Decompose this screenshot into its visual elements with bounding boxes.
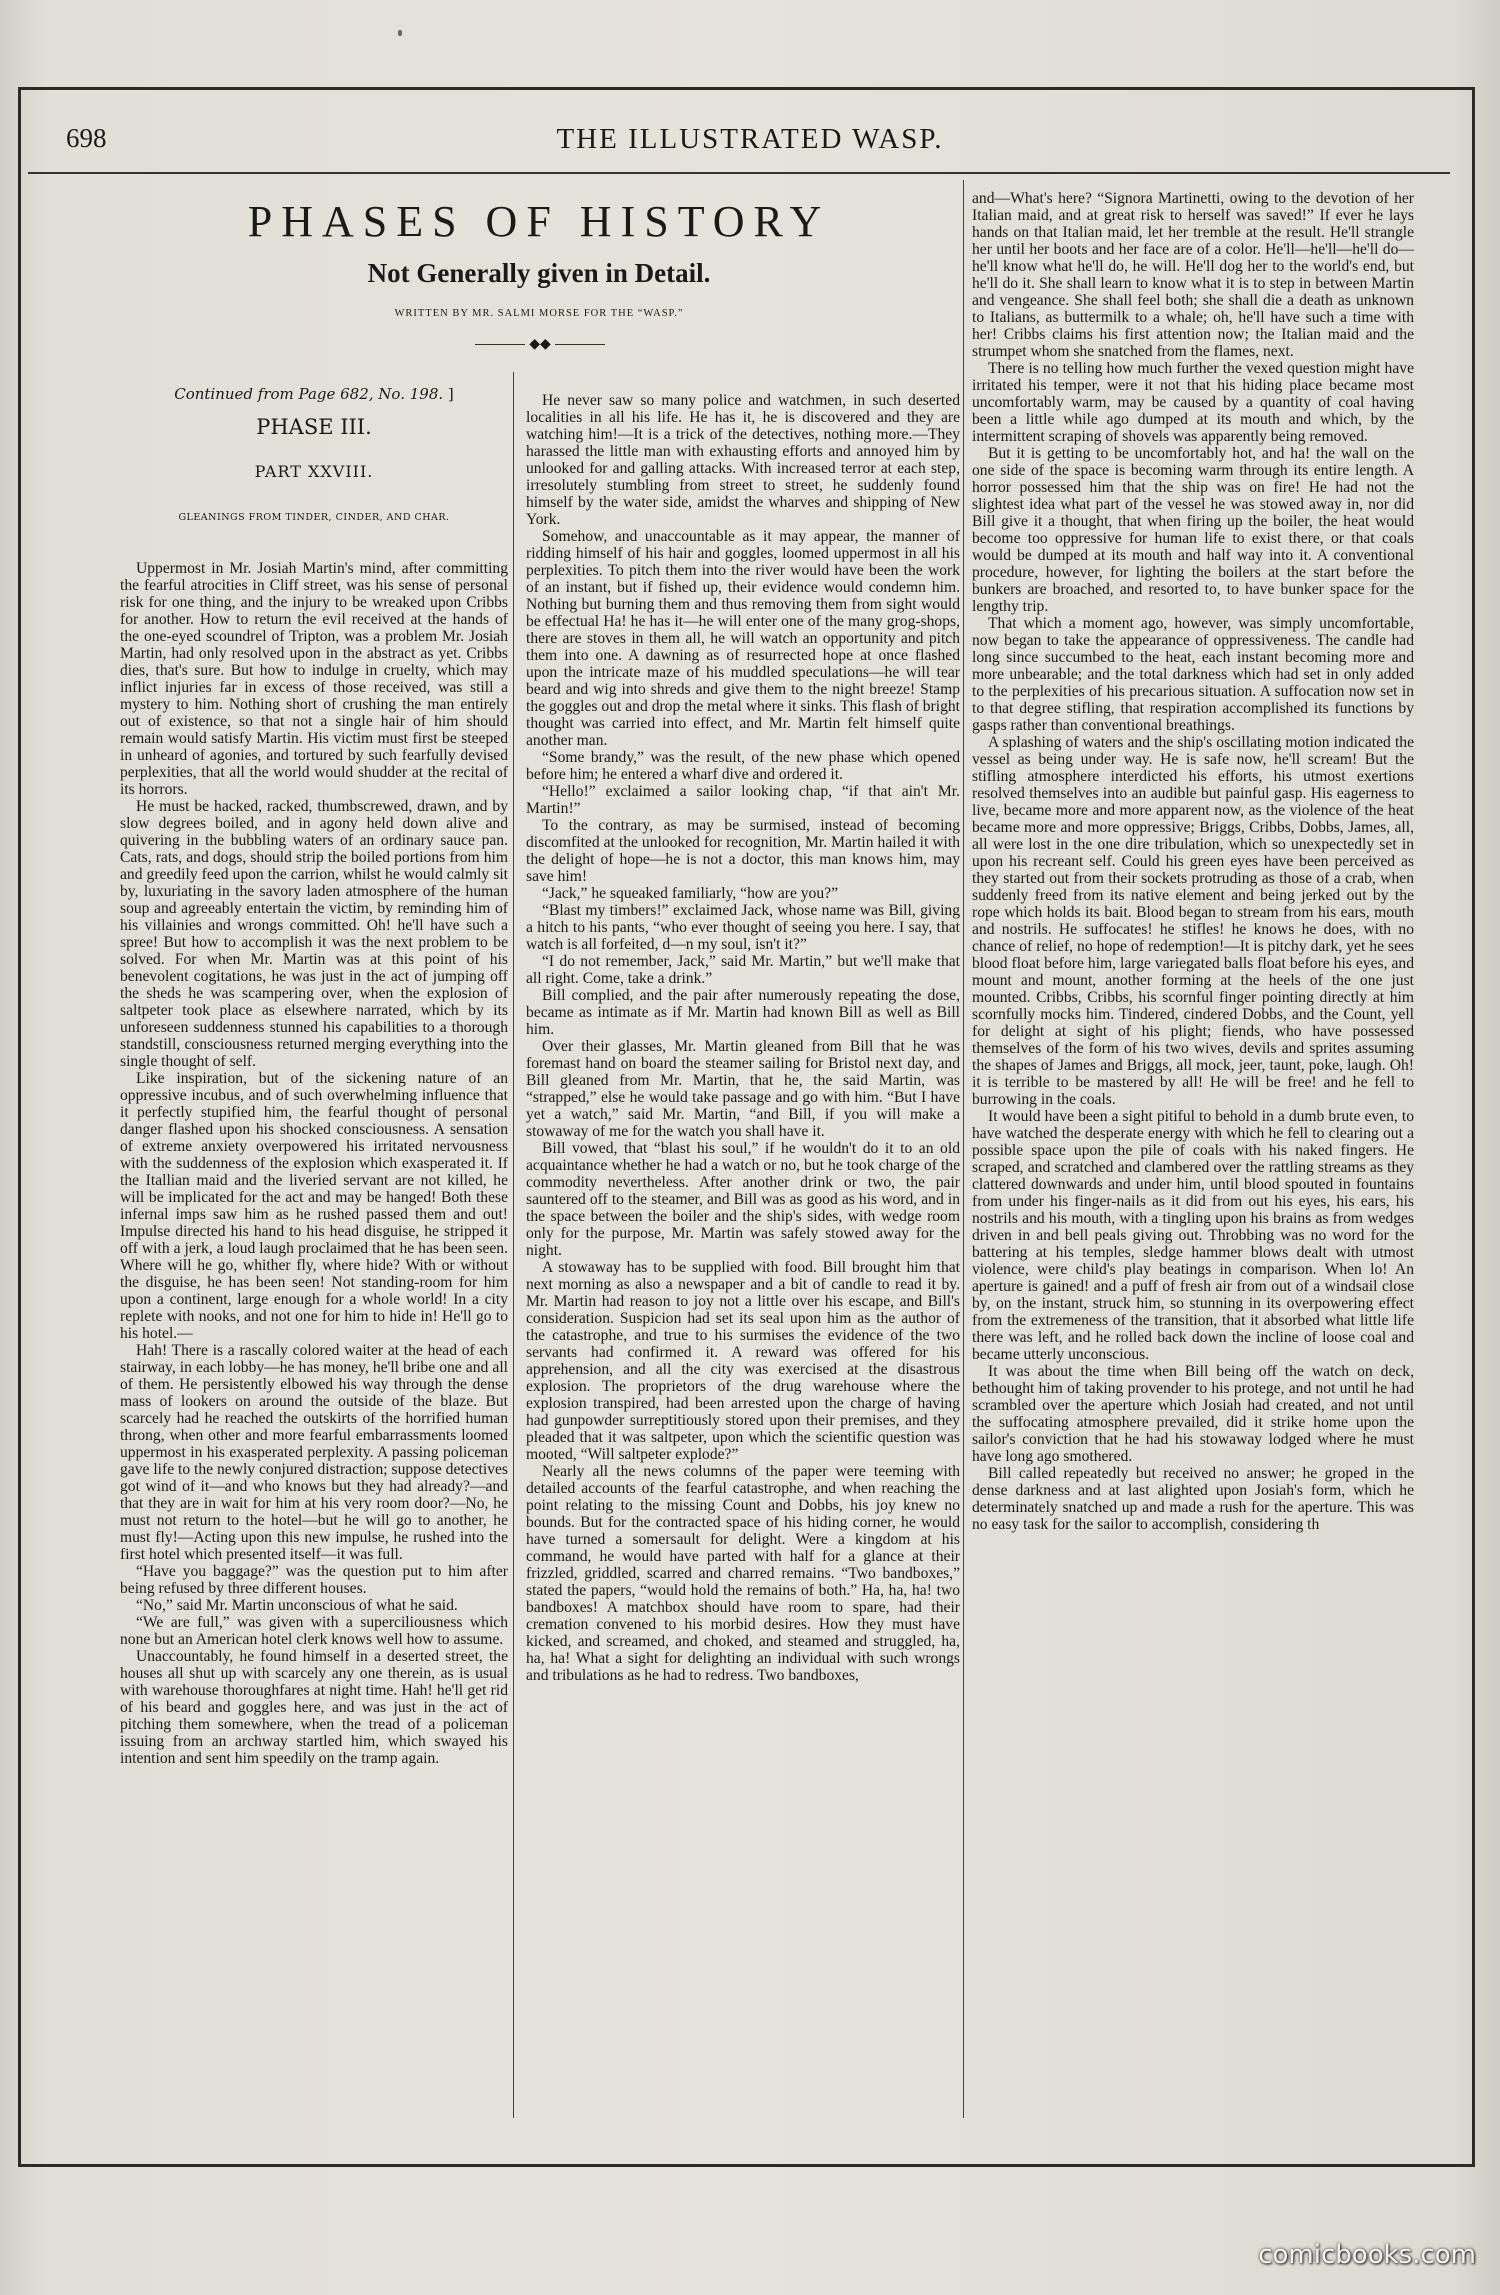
continued-text: Continued from Page 682, No. 198.	[174, 385, 444, 403]
paragraph: Somehow, and unaccountable as it may appear, the manner of ridding himself of his hair and goggles, loomed uppermost in all his perplexities. To pitch them into the river would have been the work of an instant, but if fished up, their evidence would condemn him. Nothing but burning them and thus removing them from sight would be effectual Ha! he has it—he will enter one of the many grog-shops, there are stoves in them all, he will watch an opportunity and pitch them into one. A dawning as of resurrected hope at once flashed upon the intricate maze of his muddled speculations—he will tear beard and wig into shreds and give them to the night breeze! Stamp the goggles out and drop the metal where it sinks. This flash of bright thought was carried into effect, and Mr. Martin felt himself quite another man.	[526, 528, 960, 749]
masthead: THE ILLUSTRATED WASP.	[556, 123, 944, 155]
article-title: PHASES OF HISTORY	[247, 197, 831, 246]
phase-heading: PHASE III.	[256, 415, 372, 439]
text-column-3	[972, 190, 1414, 2115]
continued-bracket: ]	[447, 385, 454, 403]
paragraph: But it is getting to be uncomfortably hot, and ha! the wall on the one side of the space is becoming warm through its entire length. A horror possessed him that the ship was on fire! He had not the slightest idea what part of the vessel he was stowed away in, nor did Bill give it a thought, that when firing up the boiler, the heat would become too oppressive for human life to exist there, or that coals would be dumped at its mouth and half way into it. A conventional procedure, however, for lighting the boilers at the start before the bunkers are broached, and resorted to, to have bunker space for the lengthy trip.	[972, 445, 1414, 615]
paragraph: “Blast my timbers!” exclaimed Jack, whose name was Bill, giving a hitch to his pants, “who ever thought of seeing you here. I say, that watch is all forfeited, d—n my soul, isn't it?”	[526, 902, 960, 953]
column-rule-1	[513, 372, 514, 2118]
paragraph: and—What's here? “Signora Martinetti, owing to the devotion of her Italian maid, and at great risk to herself was saved!” If ever he lays hands on that Italian maid, let her tremble at the result. He'll strangle her until her boots and her face are of a color. He'll—he'll—he'll do—he'll know what he'll do, he will. He'll dog her to the world's end, but he'll do it. She shall learn to know what it is to step in between Martin and vengeance. She shall feel both; she shall die a death as unknown to Italians, as buttermilk to a whale; oh, he'll have such a time with her! Cribbs claims his first attention now; the Italian maid and the strumpet whom she snatched from the flames, next.	[972, 190, 1414, 360]
paragraph: Unaccountably, he found himself in a deserted street, the houses all shut up with scarcely any one therein, as is usual with warehouse thoroughfares at night time. Hah! he'll get rid of his beard and goggles here, and was just in the act of pitching them somewhere, when the tread of a policeman issuing from an archway startled him, which swayed his intention and sent him speedily on the tramp again.	[120, 1648, 508, 1767]
header-rule	[28, 172, 1450, 174]
paragraph: Bill vowed, that “blast his soul,” if he wouldn't do it to an old acquaintance whether he had a watch or no, but he took charge of the commodity nevertheless. After another drink or two, the pair sauntered off to the steamer, and Bill was as good as his word, and in the space between the boiler and the ship's sides, with wedge room only for the purpose, Mr. Martin was safely stowed away for the night.	[526, 1140, 960, 1259]
page-header	[60, 123, 1440, 163]
paragraph: Bill called repeatedly but received no answer; he groped in the dense darkness and at last alighted upon Josiah's form, which he determinately snatched up and made a rush for the aperture. This was no easy task for the sailor to accomplish, considering th	[972, 1465, 1414, 1533]
paragraph: “Some brandy,” was the result, of the new phase which opened before him; he entered a wharf dive and ordered it.	[526, 749, 960, 783]
paragraph: To the contrary, as may be surmised, instead of becoming discomfited at the unlooked for recognition, Mr. Martin hailed it with the delight of hope—he is not a doctor, this man knows him, may save him!	[526, 817, 960, 885]
paragraph: “Jack,” he squeaked familiarly, “how are you?”	[542, 885, 838, 902]
paragraph: There is no telling how much further the vexed question might have irritated his temper, were it not that his hiding place became most uncomfortably warm, may be caused by a quantity of coal having been a little while ago dumped at its mouth and which, by the intermittent scraping of shovels was apparently being removed.	[972, 360, 1414, 445]
paragraph: A stowaway has to be supplied with food. Bill brought him that next morning as also a newspaper and a bit of candle to read it by. Mr. Martin had reason to joy not a little over his escape, and Bill's consideration. Suspicion had set its seal upon him as the author of the catastrophe, and true to his surmises the evidence of the two servants had confirmed it. A reward was offered for his apprehension, and all the city was exercised at the disastrous explosion. The proprietors of the drug warehouse where the explosion transpired, had been arrested upon the charge of having had gunpowder surreptitiously stored upon their premises, and they pleaded that it was saltpeter, upon which the scientific question was mooted, “Will saltpeter explode?”	[526, 1259, 960, 1463]
paragraph: Hah! There is a rascally colored waiter at the head of each stairway, in each lobby—he has money, he'll bribe one and all of them. He persistently elbowed his way through the dense mass of lookers on around the outside of the blaze. But scarcely had he reached the outskirts of the horrified human throng, when other and more fearful embarrassments loomed uppermost in his exasperated perplexity. A passing policeman gave life to the newly conjured distraction; suppose detectives got wind of it—and who knows but they had already?—and that they are in wait for him at his very room door?—No, he must not return to the hotel—but he will go to another, he must fly!—Acting upon this new impulse, he rushed into the first hotel which presented itself—it was full.	[120, 1342, 508, 1563]
paragraph: That which a moment ago, however, was simply uncomfortable, now began to take the appearance of oppressiveness. The candle had long since succumbed to the heat, each instant becoming more and more unbearable; and the total darkness which had set in only added to the perplexities of his precarious situation. A suffocation now set in to that degree stifling, that respiration accomplished its functions by gasps rather than conventional breathings.	[972, 615, 1414, 734]
continued-note	[120, 385, 508, 403]
paragraph: “I do not remember, Jack,” said Mr. Martin,” but we'll make that all right. Come, take a drink.”	[526, 953, 960, 987]
paragraph: Nearly all the news columns of the paper were teeming with detailed accounts of the fearful catastrophe, and when reaching the point relating to the missing Count and Dobbs, his joy knew no bounds. But for the contracted space of his hiding corner, he would have turned a somersault for delight. Were a kingdom at his command, he would have parted with half for a glance at their frizzled, griddled, scarred and charred remains. “Two bandboxes,” stated the papers, “would hold the remains of both.” Ha, ha, ha! two bandboxes! A matchbox should have room to spare, had their cremation convened to his morbid desires. How they must have kicked, and screamed, and choked, and steamed and struggled, ha, ha, ha! What a sight for delighting an individual with such wrongs and tribulations as he had to redress. Two bandboxes,	[526, 1463, 960, 1684]
paragraph: A splashing of waters and the ship's oscillating motion indicated the vessel as being under way. He is safe now, he'll scream! But the stifling atmosphere interdicted his efforts, his utmost exertions resolved themselves into an audible but painful gasp. His eagerness to live, became more and more apparent now, as the violence of the heat became more and more oppressive; Briggs, Cribbs, Dobbs, James, all, all were lost in the one dire tribulation, which so unexpectedly set in upon his recreant self. Could his green eyes have been perceived as they started out from their sockets protruding as those of a crab, when suddenly freed from its native element and being jerked out by the rope which holds its bait. Blood began to stream from his ears, mouth and nostrils. He suffocates! he stifles! he knows he does, with no chance of relief, no hope of redemption!—It is pitchy dark, yet he sees blood float before him, large variegated balls float before his eyes, and mount and mount, another forming at the heels of the one just mounted. Cribbs, Cribbs, his scornful finger pointing directly at him scornfully mocks him. Tindered, cindered Dobbs, and the Count, yell for delight at sight of his plight; fiends, who have possessed themselves of the form of his two wives, devils and sprites assuming the shapes of James and Briggs, all mock, jeer, taunt, poke, laugh. Oh! it is terrible to be mastered by all! He will be free! and he fell to burrowing in the coals.	[972, 734, 1414, 1108]
article-subtitle: Not Generally given in Detail.	[367, 258, 711, 288]
paragraph: He never saw so many police and watchmen, in such deserted localities in all his life. He has it, he is discovered and they are watching him!—It is a trick of the detectives, nothing more.—They harassed the little man with exhausting efforts and annoyed him by unlooked for and galling attacks. With increased terror at each step, irresolutely stumbling from street to street, he suddenly found himself by the water side, amidst the wharves and shipping of New York.	[526, 392, 960, 528]
part-heading: PART XXVIII.	[254, 462, 374, 481]
paragraph: Uppermost in Mr. Josiah Martin's mind, after committing the fearful atrocities in Cliff street, was his sense of personal risk for one thing, and the injury to be wreaked upon Cribbs for another. How to return the evil received at the hands of the one-eyed scoundrel of Tripton, was a problem Mr. Josiah Martin, had only resolved upon in the abstract as yet. Cribbs dies, that's sure. But how to indulge in cruelty, which may inflict injuries far in excess of those received, was still a mystery to him. Nothing short of crushing the man entirely out of existence, so that not a single hair of him should remain would satisfy Martin. His victim must first be steeped in unheard of agonies, and tortured by such fearfully devised perplexities, that all the world would shudder at the recital of its horrors.	[120, 560, 508, 798]
site-watermark: comicbooks.com	[1258, 2240, 1476, 2270]
paragraph: “We are full,” was given with a superciliousness which none but an American hotel clerk knows well how to assume.	[120, 1614, 508, 1648]
paragraph: He must be hacked, racked, thumbscrewed, drawn, and by slow degrees boiled, and in agony held down alive and quivering in the bubbling waters of an ordinary sauce pan. Cats, rats, and dogs, should strip the boiled portions from him and greedily feed upon the carrion, whilst he would calmly sit by, luxuriating in the savory laden atmosphere of the human soup and agreeably entertain the victim, by reminding him of his villainies and wrongs committed. Oh! he'll have such a spree! But how to accomplish it was the next problem to be solved. For when Mr. Martin was at this point of his benevolent cogitations, he was just in the act of jumping off the sheds he was scampering over, when the explosion of saltpeter took place as elsewhere narrated, which by its unforeseen suddenness stunned his capabilities to a thorough standstill, consciousness returned merging everything into the single thought of self.	[120, 798, 508, 1070]
text-column-1	[120, 560, 508, 2115]
paragraph: It was about the time when Bill being off the watch on deck, bethought him of taking provender to his protege, and not until he had scrambled over the aperture which Josiah had created, and not until the suffocating atmosphere prevailed, did it strike home upon the sailor's conviction that he had his stowaway lodged where he must have long ago smothered.	[972, 1363, 1414, 1465]
article-byline: WRITTEN BY MR. SALMI MORSE FOR THE “WASP.”	[394, 308, 684, 319]
paragraph: “No,” said Mr. Martin unconscious of what he said.	[136, 1597, 458, 1614]
page-number: 698	[66, 123, 107, 153]
paragraph: It would have been a sight pitiful to behold in a dumb brute even, to have watched the desperate energy with which he fell to clearing out a possible space upon the pile of coals with his naked fingers. He scraped, and scratched and clambered over the rattling streams as they clattered downwards and under him, until blood spouted in fountains from under his finger-nails as it did from out his eyes, his ears, his nostrils and his mouth, with a tingling upon his brains as from wedges driven in and bell peals giving out. Throbbing was no word for the battering at his temples, sledge hammer blows dealt with utmost violence, were child's play beatings in comparison. When lo! An aperture is gained! and a puff of fresh air from out of a windsail close by, on the instant, struck him, so stunning in its overpowering effect from the extremeness of the transition, that it absorbed what little life there was left, and he rolled back down the incline of loose coal and became utterly unconscious.	[972, 1108, 1414, 1363]
paragraph: “Have you baggage?” was the question put to him after being refused by three different houses.	[120, 1563, 508, 1597]
column-rule-2	[963, 180, 964, 2118]
ink-speck	[398, 30, 402, 36]
text-column-2	[526, 392, 960, 2115]
paragraph: Like inspiration, but of the sickening nature of an oppressive incubus, and of such overwhelming influence that it perfectly stupified him, the fearful thought of personal danger flashed upon his shocked consciousness. A sensation of extreme anxiety overpowered his irritated nervousness with the suddenness of the explosion which exasperated it. If the Itallian maid and the liveried servant are not killed, he will be implicated for the act and may be hanged! Both these infernal imps saw him as he rushed passed them and out! Impulse directed his hand to his head disguise, he stripped it off with a jerk, a loud laugh proclaimed that he has been seen. Where will he go, whither fly, where hide? With or without the disguise, he has been seen! Not standing-room for him upon a continent, large enough for a whole world! In a city replete with nooks, and not one for him to hide in! He'll go to his hotel.—	[120, 1070, 508, 1342]
paragraph: “Hello!” exclaimed a sailor looking chap, “if that ain't Mr. Martin!”	[526, 783, 960, 817]
section-heading: GLEANINGS FROM TINDER, CINDER, AND CHAR.	[178, 512, 450, 523]
paragraph: Over their glasses, Mr. Martin gleaned from Bill that he was foremast hand on board the steamer sailing for Bristol next day, and Bill gleaned from Mr. Martin, that he, the said Martin, was “strapped,” else he would take passage and go with him. “But I have yet a watch,” said Mr. Martin, “and Bill, if you will make a stowaway of me for the watch you shall have it.	[526, 1038, 960, 1140]
paragraph: Bill complied, and the pair after numerously repeating the dose, became as intimate as if Mr. Martin had known Bill as well as Bill him.	[526, 987, 960, 1038]
ornament-divider: ◆◆	[470, 336, 610, 352]
